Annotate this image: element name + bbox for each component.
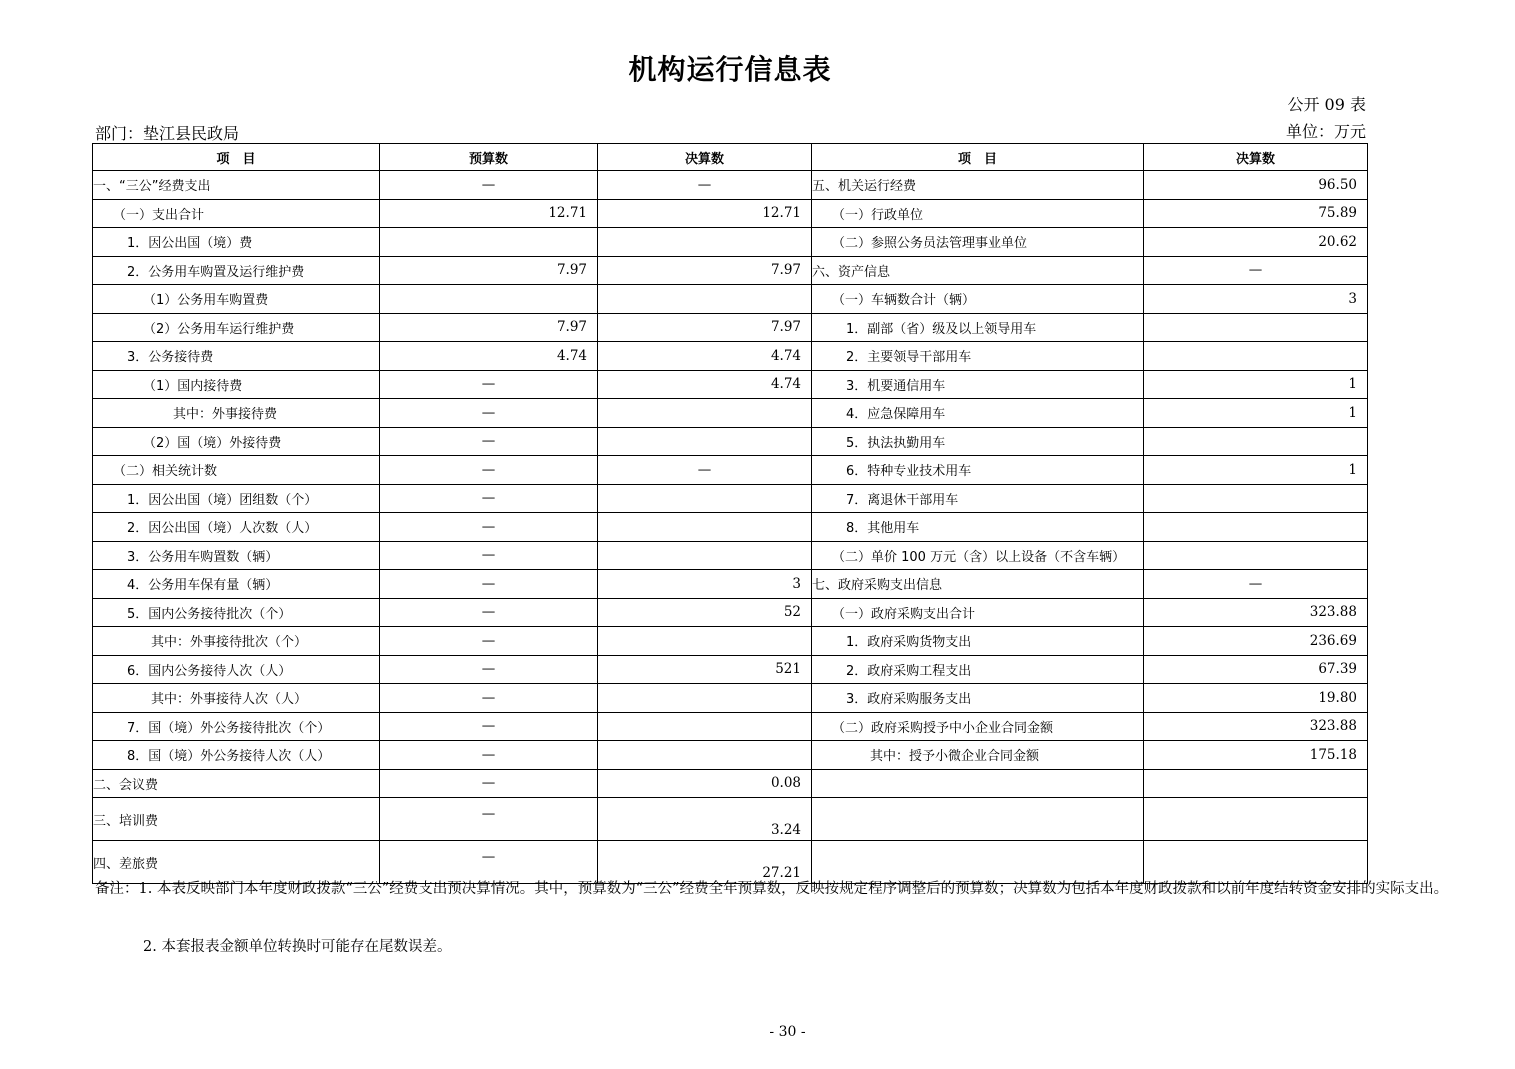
row-label: 3．公务接待费: [93, 342, 380, 371]
row-label: 4．公务用车保有量（辆）: [93, 570, 380, 599]
table-row: [93, 484, 1368, 513]
final-cell: —: [598, 456, 812, 485]
budget-cell: [380, 228, 598, 257]
budget-cell: —: [380, 399, 598, 428]
final-cell: 52: [598, 598, 812, 627]
row-label: （1）公务用车购置费: [93, 285, 380, 314]
row-label: （1）国内接待费: [93, 370, 380, 399]
final-cell: 3: [598, 570, 812, 599]
right-value: 96.50: [1144, 171, 1368, 200]
row-label: （2）公务用车运行维护费: [93, 313, 380, 342]
row-label: 其中：外事接待批次（个）: [93, 627, 380, 656]
budget-cell: —: [380, 655, 598, 684]
row-label: 2．因公出国（境）人次数（人）: [93, 513, 380, 542]
right-label: 六、资产信息: [812, 256, 1144, 285]
right-label: （二）政府采购授予中小企业合同金额: [812, 712, 1144, 741]
right-label: 6．特种专业技术用车: [812, 456, 1144, 485]
department-label: 部门：垫江县民政局: [95, 124, 240, 143]
table-row: [93, 456, 1368, 485]
right-label: [812, 769, 1144, 798]
final-cell: [598, 541, 812, 570]
table-row: [93, 712, 1368, 741]
budget-cell: —: [380, 598, 598, 627]
budget-cell: [380, 285, 598, 314]
table-row: [93, 769, 1368, 798]
table-row: [93, 598, 1368, 627]
budget-cell: —: [380, 370, 598, 399]
row-label: 6．国内公务接待人次（人）: [93, 655, 380, 684]
right-value: 20.62: [1144, 228, 1368, 257]
table-row: [93, 399, 1368, 428]
final-cell: 3.24: [598, 798, 812, 841]
right-label: 8．其他用车: [812, 513, 1144, 542]
table-row: [93, 513, 1368, 542]
final-cell: 12.71: [598, 199, 812, 228]
budget-cell: 4.74: [380, 342, 598, 371]
final-cell: [598, 712, 812, 741]
right-label: 2．政府采购工程支出: [812, 655, 1144, 684]
right-label: 七、政府采购支出信息: [812, 570, 1144, 599]
budget-cell: —: [380, 427, 598, 456]
header-budget: 预算数: [380, 144, 598, 171]
right-label: 五、机关运行经费: [812, 171, 1144, 200]
budget-cell: —: [380, 570, 598, 599]
table-row: [93, 427, 1368, 456]
right-label: [812, 798, 1144, 841]
footnote-1: 备注：1. 本表反映部门本年度财政拨款“三公”经费支出预决算情况。其中，预算数为“三公”经费全年预算数，反映按规定程序调整后的预算数；决算数为包括本年度财政拨款和以前年度结转资金安排的实际支出。: [95, 881, 1449, 897]
final-cell: 4.74: [598, 370, 812, 399]
footnote-2: 2. 本套报表金额单位转换时可能存在尾数误差。: [143, 939, 452, 955]
budget-cell: 12.71: [380, 199, 598, 228]
right-value: 1: [1144, 456, 1368, 485]
row-label: 三、培训费: [93, 798, 380, 841]
row-label: （2）国（境）外接待费: [93, 427, 380, 456]
right-value: [1144, 427, 1368, 456]
right-value: 3: [1144, 285, 1368, 314]
right-value: [1144, 313, 1368, 342]
budget-cell: —: [380, 841, 598, 884]
budget-cell: —: [380, 741, 598, 770]
right-label: 1．副部（省）级及以上领导用车: [812, 313, 1144, 342]
right-label: （一）车辆数合计（辆）: [812, 285, 1144, 314]
final-cell: [598, 741, 812, 770]
budget-cell: —: [380, 712, 598, 741]
right-label: 2．主要领导干部用车: [812, 342, 1144, 371]
right-label: 5．执法执勤用车: [812, 427, 1144, 456]
right-value: [1144, 342, 1368, 371]
right-label: 3．机要通信用车: [812, 370, 1144, 399]
right-value: 67.39: [1144, 655, 1368, 684]
row-label: 四、差旅费: [93, 841, 380, 884]
budget-cell: —: [380, 484, 598, 513]
right-value: 323.88: [1144, 712, 1368, 741]
final-cell: [598, 627, 812, 656]
right-value: [1144, 484, 1368, 513]
budget-cell: —: [380, 456, 598, 485]
row-label: 一、“三公”经费支出: [93, 171, 380, 200]
budget-cell: —: [380, 769, 598, 798]
table-row: [93, 627, 1368, 656]
right-value: 19.80: [1144, 684, 1368, 713]
budget-cell: —: [380, 541, 598, 570]
final-cell: [598, 399, 812, 428]
row-label: 1．因公出国（境）费: [93, 228, 380, 257]
right-label: （二）单价 100 万元（含）以上设备（不含车辆）: [812, 541, 1144, 570]
row-label: 1．因公出国（境）团组数（个）: [93, 484, 380, 513]
table-row: [93, 313, 1368, 342]
right-value: [1144, 769, 1368, 798]
table-row: [93, 342, 1368, 371]
right-value: [1144, 541, 1368, 570]
header-final: 决算数: [598, 144, 812, 171]
row-label: 其中：外事接待人次（人）: [93, 684, 380, 713]
final-cell: [598, 513, 812, 542]
table-header-row: [93, 144, 1368, 171]
row-label: 8．国（境）外公务接待人次（人）: [93, 741, 380, 770]
final-cell: 0.08: [598, 769, 812, 798]
table-row: [93, 741, 1368, 770]
final-cell: [598, 684, 812, 713]
final-cell: 7.97: [598, 313, 812, 342]
table-row: [93, 285, 1368, 314]
right-label: 3．政府采购服务支出: [812, 684, 1144, 713]
right-value: 75.89: [1144, 199, 1368, 228]
header-item-left: 项 目: [93, 144, 380, 171]
final-cell: 7.97: [598, 256, 812, 285]
budget-cell: —: [380, 627, 598, 656]
header-final-right: 决算数: [1144, 144, 1368, 171]
final-cell: [598, 228, 812, 257]
right-label: （一）政府采购支出合计: [812, 598, 1144, 627]
right-label: （一）行政单位: [812, 199, 1144, 228]
table-row: [93, 171, 1368, 200]
row-label: 其中：外事接待费: [93, 399, 380, 428]
row-label: （二）相关统计数: [93, 456, 380, 485]
table-row: [93, 541, 1368, 570]
row-label: 7．国（境）外公务接待批次（个）: [93, 712, 380, 741]
right-value: 1: [1144, 370, 1368, 399]
table-row: [93, 684, 1368, 713]
right-label: 4．应急保障用车: [812, 399, 1144, 428]
right-label: （二）参照公务员法管理事业单位: [812, 228, 1144, 257]
final-cell: [598, 285, 812, 314]
page-number: - 30 -: [769, 1024, 806, 1040]
final-cell: 27.21: [598, 841, 812, 884]
row-label: （一）支出合计: [93, 199, 380, 228]
right-label: 1．政府采购货物支出: [812, 627, 1144, 656]
page-title: 机构运行信息表: [628, 53, 832, 86]
table-row: [93, 199, 1368, 228]
right-value: [1144, 513, 1368, 542]
final-cell: [598, 484, 812, 513]
budget-cell: —: [380, 171, 598, 200]
row-label: 二、会议费: [93, 769, 380, 798]
final-cell: 4.74: [598, 342, 812, 371]
right-value: [1144, 798, 1368, 841]
budget-cell: 7.97: [380, 256, 598, 285]
right-label: 7．离退休干部用车: [812, 484, 1144, 513]
table-row: [93, 370, 1368, 399]
table-row: [93, 228, 1368, 257]
budget-cell: 7.97: [380, 313, 598, 342]
right-value: 1: [1144, 399, 1368, 428]
form-number: 公开 09 表: [1287, 95, 1366, 114]
unit-label: 单位：万元: [1285, 122, 1366, 141]
right-label: 其中：授予小微企业合同金额: [812, 741, 1144, 770]
final-cell: —: [598, 171, 812, 200]
info-table: [92, 143, 1368, 884]
row-label: 2．公务用车购置及运行维护费: [93, 256, 380, 285]
header-item-right: 项 目: [812, 144, 1144, 171]
budget-cell: —: [380, 513, 598, 542]
final-cell: 521: [598, 655, 812, 684]
table-row: [93, 570, 1368, 599]
right-value: 236.69: [1144, 627, 1368, 656]
row-label: 3．公务用车购置数（辆）: [93, 541, 380, 570]
table-row: [93, 256, 1368, 285]
right-value: 323.88: [1144, 598, 1368, 627]
budget-cell: —: [380, 798, 598, 841]
final-cell: [598, 427, 812, 456]
budget-cell: —: [380, 684, 598, 713]
table-row: [93, 798, 1368, 841]
right-value: 175.18: [1144, 741, 1368, 770]
right-value: —: [1144, 256, 1368, 285]
table-row: [93, 655, 1368, 684]
right-value: —: [1144, 570, 1368, 599]
row-label: 5．国内公务接待批次（个）: [93, 598, 380, 627]
